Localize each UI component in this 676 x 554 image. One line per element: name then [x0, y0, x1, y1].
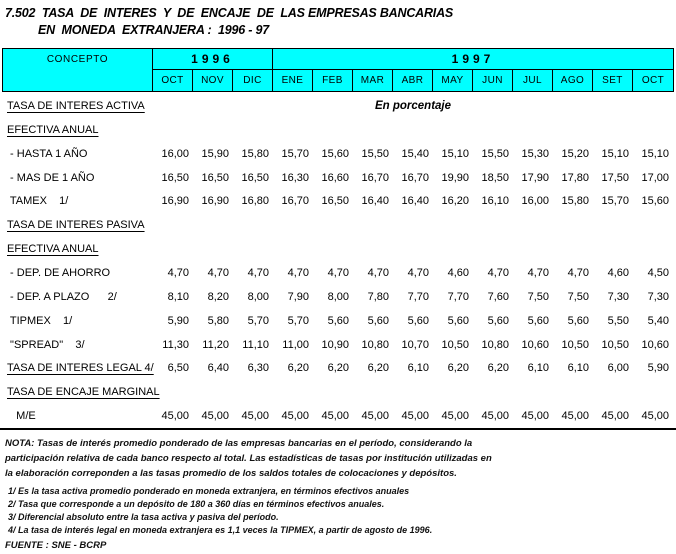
value-cell: 16,50 [321, 195, 349, 208]
month-header-nov: NOV [193, 70, 233, 91]
value-cell: 15,60 [321, 147, 349, 160]
value-cell: 16,50 [161, 171, 189, 184]
value-cell: 6,10 [407, 362, 429, 375]
value-cell: 10,70 [401, 338, 429, 351]
page-title: 7.502 TASA DE INTERES Y DE ENCAJE DE LAS EMPRESAS BANCARIAS [5, 6, 454, 20]
value-cell: 11,30 [162, 338, 189, 351]
value-cell: 45,00 [201, 410, 229, 423]
table-row [2, 166, 674, 190]
row-label: EFECTIVA ANUAL [7, 123, 99, 136]
value-cell: 7,80 [367, 290, 389, 303]
month-header-jul: JUL [513, 70, 553, 91]
value-cell: 16,30 [281, 171, 309, 184]
value-cell: 10,60 [641, 338, 669, 351]
value-cell: 15,70 [281, 147, 309, 160]
value-cell: 5,50 [607, 314, 629, 327]
year-row [153, 49, 673, 70]
value-cell: 45,00 [441, 410, 469, 423]
value-cell: 8,00 [247, 290, 269, 303]
value-cell: 15,50 [361, 147, 389, 160]
value-cell: 15,60 [641, 195, 669, 208]
table-header [2, 48, 674, 92]
table-row [2, 118, 674, 142]
value-cell: 16,60 [321, 171, 349, 184]
value-cell: 6,20 [367, 362, 389, 375]
title-block [0, 0, 676, 39]
value-cell: 5,60 [567, 314, 589, 327]
value-cell: 5,60 [487, 314, 509, 327]
value-cell: 16,80 [241, 195, 269, 208]
month-header-feb: FEB [313, 70, 353, 91]
value-cell: 4,70 [527, 266, 549, 279]
value-cell: 10,50 [601, 338, 629, 351]
table-row [2, 189, 674, 213]
value-cell: 17,50 [601, 171, 629, 184]
value-cell: 5,90 [167, 314, 189, 327]
value-cell: 4,70 [327, 266, 349, 279]
row-label: - HASTA 1 AÑO [7, 147, 88, 160]
table-row [2, 356, 674, 380]
value-cell: 15,30 [521, 147, 549, 160]
row-label: TASA DE INTERES PASIVA [7, 219, 145, 232]
month-header-ene: ENE [273, 70, 313, 91]
value-cell: 45,00 [601, 410, 629, 423]
value-cell: 4,70 [567, 266, 589, 279]
value-cell: 5,60 [447, 314, 469, 327]
value-cell: 8,00 [327, 290, 349, 303]
value-cell: 45,00 [361, 410, 389, 423]
value-cell: 4,70 [167, 266, 189, 279]
value-cell: 5,90 [647, 362, 669, 375]
value-cell: 4,60 [607, 266, 629, 279]
value-cell: 17,00 [641, 171, 669, 184]
value-cell: 6,20 [327, 362, 349, 375]
value-cell: 6,10 [527, 362, 549, 375]
value-cell: 16,50 [201, 171, 229, 184]
value-cell: 45,00 [281, 410, 309, 423]
value-cell: 16,70 [361, 171, 389, 184]
row-label: M/E [7, 410, 36, 423]
value-cell: 6,20 [447, 362, 469, 375]
value-cell: 6,30 [247, 362, 269, 375]
row-label: TASA DE ENCAJE MARGINAL [7, 386, 160, 399]
value-cell: 8,10 [167, 290, 189, 303]
month-header-mar: MAR [353, 70, 393, 91]
value-cell: 7,60 [487, 290, 509, 303]
nota-line: participación relativa de cada banco respecto al total. Las estadísticas de tasas por institución utilizadas en [5, 453, 492, 464]
value-cell: 16,90 [161, 195, 189, 208]
table-row [2, 309, 674, 333]
value-cell: 5,60 [367, 314, 389, 327]
row-label: - DEP. A PLAZO 2/ [7, 290, 117, 303]
table-bottom-rule [0, 428, 676, 430]
value-cell: 16,70 [401, 171, 429, 184]
row-label: TIPMEX 1/ [7, 314, 73, 327]
table-row [2, 237, 674, 261]
value-cell: 16,90 [201, 195, 229, 208]
value-cell: 4,60 [447, 266, 469, 279]
value-cell: 16,40 [361, 195, 389, 208]
table-body [2, 92, 674, 428]
value-cell: 11,00 [282, 338, 309, 351]
value-cell: 16,40 [401, 195, 429, 208]
value-cell: 5,40 [647, 314, 669, 327]
footnote-3: 3/ Diferencial absoluto entre la tasa activa y pasiva del período. [8, 512, 279, 522]
value-cell: 5,60 [527, 314, 549, 327]
value-cell: 10,50 [561, 338, 589, 351]
value-cell: 45,00 [401, 410, 429, 423]
value-cell: 7,70 [447, 290, 469, 303]
value-cell: 5,80 [207, 314, 229, 327]
table-row [2, 404, 674, 428]
value-cell: 11,20 [202, 338, 229, 351]
month-row [153, 70, 673, 91]
value-cell: 6,20 [287, 362, 309, 375]
value-cell: 16,70 [281, 195, 309, 208]
value-cell: 15,80 [561, 195, 589, 208]
value-cell: 5,70 [247, 314, 269, 327]
row-label: - MAS DE 1 AÑO [7, 171, 95, 184]
value-cell: 4,70 [367, 266, 389, 279]
value-cell: 10,60 [521, 338, 549, 351]
month-header-abr: ABR [393, 70, 433, 91]
year-header-1997: 1997 [451, 52, 495, 66]
footnote-1: 1/ Es la tasa activa promedio ponderado en moneda extranjera, en términos efectivos anuales [8, 486, 410, 496]
value-cell: 45,00 [161, 410, 189, 423]
value-cell: 5,60 [407, 314, 429, 327]
value-cell: 5,70 [287, 314, 309, 327]
value-cell: 7,70 [407, 290, 429, 303]
notes-block [5, 436, 671, 553]
table-row [2, 333, 674, 357]
value-cell: 7,50 [567, 290, 589, 303]
value-cell: 45,00 [481, 410, 509, 423]
row-label: TASA DE INTERES ACTIVA [7, 99, 145, 112]
nota-line [5, 436, 671, 451]
month-header-jun: JUN [473, 70, 513, 91]
value-cell: 45,00 [521, 410, 549, 423]
value-cell: 19,90 [441, 171, 469, 184]
table-row [2, 261, 674, 285]
value-cell: 15,20 [561, 147, 589, 160]
value-cell: 4,70 [287, 266, 309, 279]
value-cell: 18,50 [481, 171, 509, 184]
row-label: TAMEX 1/ [7, 195, 69, 208]
value-cell: 45,00 [641, 410, 669, 423]
value-cell: 16,50 [241, 171, 269, 184]
value-cell: 7,90 [287, 290, 309, 303]
value-cell: 6,20 [487, 362, 509, 375]
value-cell: 10,50 [441, 338, 469, 351]
month-header-set: SET [593, 70, 633, 91]
month-header-oct: OCT [153, 70, 193, 91]
value-cell: 6,50 [167, 362, 189, 375]
value-cell: 16,10 [481, 195, 509, 208]
value-cell: 45,00 [561, 410, 589, 423]
value-cell: 4,70 [207, 266, 229, 279]
concepto-header: CONCEPTO [3, 49, 153, 91]
value-cell: 6,40 [207, 362, 229, 375]
value-cell: 15,10 [441, 147, 469, 160]
value-cell: 17,80 [561, 171, 589, 184]
value-cell: 16,00 [161, 147, 189, 160]
month-header-ago: AGO [553, 70, 593, 91]
value-cell: 7,50 [527, 290, 549, 303]
table-header-right [153, 49, 673, 91]
value-cell: 15,70 [601, 195, 629, 208]
value-cell: 11,10 [242, 338, 269, 351]
value-cell: 8,20 [207, 290, 229, 303]
value-cell: 15,80 [241, 147, 269, 160]
value-cell: 10,90 [321, 338, 349, 351]
row-label: - DEP. DE AHORRO [7, 266, 111, 279]
value-cell: 6,10 [567, 362, 589, 375]
unit-note: En porcentaje [374, 99, 452, 112]
row-label: TASA DE INTERES LEGAL 4/ [7, 362, 154, 375]
month-header-oct: OCT [641, 75, 665, 86]
nota-label: NOTA: [5, 438, 35, 449]
value-cell: 10,80 [481, 338, 509, 351]
value-cell: 6,00 [607, 362, 629, 375]
value-cell: 45,00 [241, 410, 269, 423]
nota-line: la elaboración correponden a las tasas promedio de los saldos totales de colocaciones y depósitos. [5, 468, 457, 479]
value-cell: 17,90 [521, 171, 549, 184]
value-cell: 15,10 [641, 147, 669, 160]
value-cell: 4,70 [487, 266, 509, 279]
footnote-4: 4/ La tasa de interés legal en moneda extranjera es 1,1 veces la TIPMEX, a partir de agosto de 1996. [8, 525, 433, 535]
value-cell: 4,50 [647, 266, 669, 279]
value-cell: 7,30 [647, 290, 669, 303]
value-cell: 16,20 [441, 195, 469, 208]
nota-text: Tasas de interés promedio ponderado de las empresas bancarias en el período, considerando la [34, 438, 473, 449]
footnote-2: 2/ Tasa que corresponde a un depósito de 180 a 360 días en términos efectivos anuales. [8, 499, 385, 509]
value-cell: 15,90 [201, 147, 229, 160]
year-header-1996: 1996 [153, 49, 273, 69]
value-cell: 4,70 [407, 266, 429, 279]
value-cell: 15,40 [401, 147, 429, 160]
source-line: FUENTE : SNE - BCRP [5, 540, 107, 551]
row-label: "SPREAD" 3/ [7, 338, 85, 351]
value-cell: 16,00 [521, 195, 549, 208]
value-cell: 15,50 [481, 147, 509, 160]
value-cell: 10,80 [361, 338, 389, 351]
month-header-dic: DIC [233, 70, 273, 91]
table-row [2, 213, 674, 237]
value-cell: 7,30 [607, 290, 629, 303]
footnotes [5, 485, 671, 537]
value-cell: 4,70 [247, 266, 269, 279]
value-cell: 15,10 [601, 147, 629, 160]
month-header-may: MAY [433, 70, 473, 91]
value-cell: 45,00 [321, 410, 349, 423]
row-label: EFECTIVA ANUAL [7, 243, 99, 256]
table-row [2, 142, 674, 166]
table-row [2, 285, 674, 309]
table-row [2, 380, 674, 404]
value-cell: 5,60 [327, 314, 349, 327]
table-row [2, 94, 674, 118]
page-subtitle: EN MONEDA EXTRANJERA : 1996 - 97 [38, 23, 270, 37]
